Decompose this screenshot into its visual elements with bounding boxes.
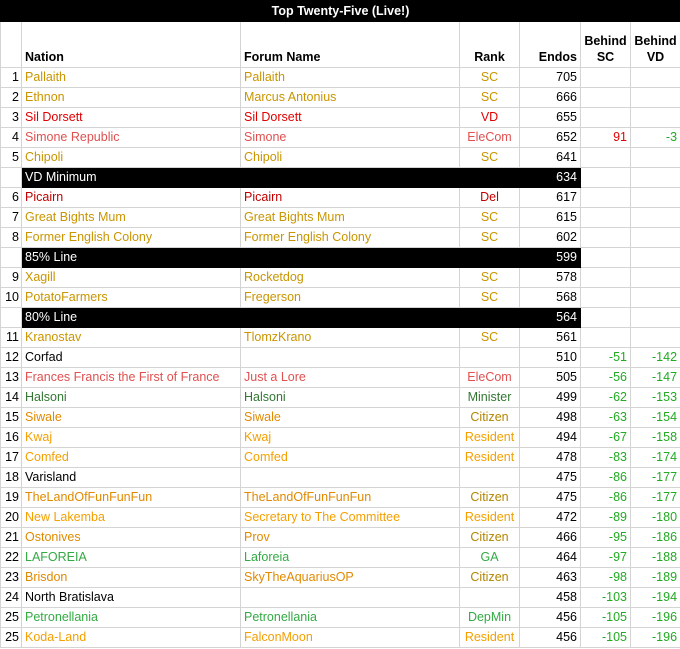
threshold-blank bbox=[581, 248, 631, 268]
nation-cell: Brisdon bbox=[22, 568, 241, 588]
forum-name-cell: Kwaj bbox=[241, 428, 460, 448]
forum-name-cell: Sil Dorsett bbox=[241, 108, 460, 128]
threshold-blank bbox=[581, 168, 631, 188]
forum-name-cell: FalconMoon bbox=[241, 628, 460, 648]
nation-cell: Kranostav bbox=[22, 328, 241, 348]
header-endos: Endos bbox=[520, 22, 581, 68]
nation-cell: Comfed bbox=[22, 448, 241, 468]
forum-name-cell: Halsoni bbox=[241, 388, 460, 408]
header-line: SC bbox=[596, 50, 615, 64]
forum-name-cell: Siwale bbox=[241, 408, 460, 428]
rank-cell: Minister bbox=[460, 388, 520, 408]
threshold-blank bbox=[581, 308, 631, 328]
header-line: Behind bbox=[634, 34, 677, 48]
behind-vd-cell: -196 bbox=[631, 608, 680, 628]
behind-vd-cell bbox=[631, 108, 680, 128]
behind-vd-cell bbox=[631, 208, 680, 228]
behind-vd-cell bbox=[631, 268, 680, 288]
table-row bbox=[1, 348, 680, 368]
forum-name-cell: Comfed bbox=[241, 448, 460, 468]
endos-cell: 641 bbox=[520, 148, 581, 168]
forum-name-cell: TheLandOfFunFunFun bbox=[241, 488, 460, 508]
forum-name-cell: Chipoli bbox=[241, 148, 460, 168]
behind-vd-cell bbox=[631, 148, 680, 168]
nation-cell: Koda-Land bbox=[22, 628, 241, 648]
endos-cell: 602 bbox=[520, 228, 581, 248]
rank-cell: Citizen bbox=[460, 488, 520, 508]
behind-vd-cell: -188 bbox=[631, 548, 680, 568]
header-nation: Nation bbox=[22, 22, 241, 68]
nation-cell: Picairn bbox=[22, 188, 241, 208]
nation-cell: Simone Republic bbox=[22, 128, 241, 148]
endos-cell: 466 bbox=[520, 528, 581, 548]
header-behind-vd bbox=[631, 22, 680, 68]
behind-sc-cell bbox=[581, 108, 631, 128]
forum-name-cell bbox=[241, 348, 460, 368]
forum-name-cell: Simone bbox=[241, 128, 460, 148]
rank-cell: SC bbox=[460, 228, 520, 248]
forum-name-cell: Former English Colony bbox=[241, 228, 460, 248]
behind-sc-cell: -63 bbox=[581, 408, 631, 428]
table-row bbox=[1, 108, 680, 128]
behind-sc-cell bbox=[581, 88, 631, 108]
header-forum-name: Forum Name bbox=[241, 22, 460, 68]
header-line: Behind bbox=[584, 34, 627, 48]
forum-name-cell: SkyTheAquariusOP bbox=[241, 568, 460, 588]
behind-vd-cell bbox=[631, 228, 680, 248]
rank-cell bbox=[460, 468, 520, 488]
forum-name-cell: Prov bbox=[241, 528, 460, 548]
header-row bbox=[1, 22, 680, 68]
endos-cell: 463 bbox=[520, 568, 581, 588]
row-index: 20 bbox=[1, 508, 22, 528]
endos-cell: 615 bbox=[520, 208, 581, 228]
row-index: 16 bbox=[1, 428, 22, 448]
behind-sc-cell: -83 bbox=[581, 448, 631, 468]
rank-cell: Citizen bbox=[460, 568, 520, 588]
nation-cell: Great Bights Mum bbox=[22, 208, 241, 228]
rank-cell: SC bbox=[460, 268, 520, 288]
rank-cell: SC bbox=[460, 68, 520, 88]
nation-cell: Siwale bbox=[22, 408, 241, 428]
forum-name-cell: Petronellania bbox=[241, 608, 460, 628]
row-index: 21 bbox=[1, 528, 22, 548]
behind-vd-cell: -153 bbox=[631, 388, 680, 408]
behind-sc-cell: 91 bbox=[581, 128, 631, 148]
nation-cell: Corfad bbox=[22, 348, 241, 368]
table-row bbox=[1, 448, 680, 468]
row-index: 15 bbox=[1, 408, 22, 428]
table-row bbox=[1, 268, 680, 288]
rank-cell bbox=[460, 588, 520, 608]
table-row bbox=[1, 408, 680, 428]
behind-vd-cell: -196 bbox=[631, 628, 680, 648]
behind-sc-cell: -86 bbox=[581, 488, 631, 508]
behind-sc-cell bbox=[581, 188, 631, 208]
nation-cell: Pallaith bbox=[22, 68, 241, 88]
row-index: 25 bbox=[1, 628, 22, 648]
row-index: 9 bbox=[1, 268, 22, 288]
row-index: 11 bbox=[1, 328, 22, 348]
table-row bbox=[1, 528, 680, 548]
behind-vd-cell bbox=[631, 68, 680, 88]
behind-vd-cell bbox=[631, 288, 680, 308]
endos-cell: 458 bbox=[520, 588, 581, 608]
header-index bbox=[1, 22, 22, 68]
row-index: 23 bbox=[1, 568, 22, 588]
endos-cell: 568 bbox=[520, 288, 581, 308]
threshold-blank bbox=[631, 248, 680, 268]
title-row bbox=[1, 1, 680, 22]
table-row bbox=[1, 588, 680, 608]
forum-name-cell: Secretary to The Committee bbox=[241, 508, 460, 528]
row-index: 24 bbox=[1, 588, 22, 608]
nation-cell: Frances Francis the First of France bbox=[22, 368, 241, 388]
rank-cell: Resident bbox=[460, 628, 520, 648]
threshold-index bbox=[1, 168, 22, 188]
forum-name-cell: Laforeia bbox=[241, 548, 460, 568]
rank-cell: EleCom bbox=[460, 368, 520, 388]
endos-cell: 510 bbox=[520, 348, 581, 368]
threshold-row bbox=[1, 168, 680, 188]
nation-cell: Varisland bbox=[22, 468, 241, 488]
nation-cell: Kwaj bbox=[22, 428, 241, 448]
rank-cell: SC bbox=[460, 88, 520, 108]
row-index: 18 bbox=[1, 468, 22, 488]
behind-vd-cell: -142 bbox=[631, 348, 680, 368]
rank-cell: Resident bbox=[460, 428, 520, 448]
endos-cell: 498 bbox=[520, 408, 581, 428]
behind-sc-cell: -98 bbox=[581, 568, 631, 588]
behind-sc-cell: -62 bbox=[581, 388, 631, 408]
endos-cell: 472 bbox=[520, 508, 581, 528]
threshold-index bbox=[1, 308, 22, 328]
behind-sc-cell: -97 bbox=[581, 548, 631, 568]
rank-cell bbox=[460, 348, 520, 368]
behind-sc-cell bbox=[581, 148, 631, 168]
endos-cell: 505 bbox=[520, 368, 581, 388]
forum-name-cell: Fregerson bbox=[241, 288, 460, 308]
nation-cell: Ethnon bbox=[22, 88, 241, 108]
behind-sc-cell bbox=[581, 208, 631, 228]
endos-cell: 666 bbox=[520, 88, 581, 108]
threshold-endos: 599 bbox=[520, 248, 581, 268]
row-index: 12 bbox=[1, 348, 22, 368]
nation-cell: Former English Colony bbox=[22, 228, 241, 248]
nation-cell: North Bratislava bbox=[22, 588, 241, 608]
behind-sc-cell: -105 bbox=[581, 608, 631, 628]
table-row bbox=[1, 68, 680, 88]
nation-cell: TheLandOfFunFunFun bbox=[22, 488, 241, 508]
behind-sc-cell bbox=[581, 288, 631, 308]
endos-cell: 652 bbox=[520, 128, 581, 148]
forum-name-cell: Great Bights Mum bbox=[241, 208, 460, 228]
header-rank: Rank bbox=[460, 22, 520, 68]
table-row bbox=[1, 288, 680, 308]
nation-cell: New Lakemba bbox=[22, 508, 241, 528]
rank-cell: GA bbox=[460, 548, 520, 568]
table-row bbox=[1, 128, 680, 148]
behind-vd-cell: -154 bbox=[631, 408, 680, 428]
table-row bbox=[1, 148, 680, 168]
threshold-label: 80% Line bbox=[22, 308, 520, 328]
table-row bbox=[1, 388, 680, 408]
behind-sc-cell: -105 bbox=[581, 628, 631, 648]
table-row bbox=[1, 88, 680, 108]
table-row bbox=[1, 568, 680, 588]
behind-vd-cell: -177 bbox=[631, 468, 680, 488]
header-behind-sc bbox=[581, 22, 631, 68]
threshold-label: VD Minimum bbox=[22, 168, 520, 188]
behind-vd-cell: -180 bbox=[631, 508, 680, 528]
forum-name-cell: Rocketdog bbox=[241, 268, 460, 288]
behind-sc-cell: -56 bbox=[581, 368, 631, 388]
threshold-row bbox=[1, 248, 680, 268]
rank-cell: SC bbox=[460, 148, 520, 168]
row-index: 3 bbox=[1, 108, 22, 128]
endos-cell: 494 bbox=[520, 428, 581, 448]
table-row bbox=[1, 228, 680, 248]
table-row bbox=[1, 208, 680, 228]
endos-cell: 578 bbox=[520, 268, 581, 288]
nation-cell: Ostonives bbox=[22, 528, 241, 548]
forum-name-cell: Marcus Antonius bbox=[241, 88, 460, 108]
rank-cell: Citizen bbox=[460, 528, 520, 548]
behind-sc-cell: -51 bbox=[581, 348, 631, 368]
behind-vd-cell: -174 bbox=[631, 448, 680, 468]
endos-cell: 475 bbox=[520, 488, 581, 508]
row-index: 25 bbox=[1, 608, 22, 628]
behind-sc-cell: -89 bbox=[581, 508, 631, 528]
endos-cell: 464 bbox=[520, 548, 581, 568]
behind-vd-cell: -194 bbox=[631, 588, 680, 608]
behind-sc-cell bbox=[581, 268, 631, 288]
row-index: 13 bbox=[1, 368, 22, 388]
endos-cell: 456 bbox=[520, 628, 581, 648]
forum-name-cell bbox=[241, 588, 460, 608]
row-index: 4 bbox=[1, 128, 22, 148]
endos-cell: 705 bbox=[520, 68, 581, 88]
behind-vd-cell: -147 bbox=[631, 368, 680, 388]
threshold-endos: 634 bbox=[520, 168, 581, 188]
table-row bbox=[1, 508, 680, 528]
behind-sc-cell: -95 bbox=[581, 528, 631, 548]
row-index: 5 bbox=[1, 148, 22, 168]
rank-cell: SC bbox=[460, 208, 520, 228]
table-row bbox=[1, 428, 680, 448]
behind-sc-cell: -103 bbox=[581, 588, 631, 608]
rank-cell: Resident bbox=[460, 508, 520, 528]
row-index: 19 bbox=[1, 488, 22, 508]
endos-cell: 478 bbox=[520, 448, 581, 468]
behind-sc-cell bbox=[581, 68, 631, 88]
threshold-blank bbox=[631, 168, 680, 188]
nation-cell: PotatoFarmers bbox=[22, 288, 241, 308]
nation-cell: Sil Dorsett bbox=[22, 108, 241, 128]
threshold-endos: 564 bbox=[520, 308, 581, 328]
behind-vd-cell: -158 bbox=[631, 428, 680, 448]
table-row bbox=[1, 488, 680, 508]
table-row bbox=[1, 328, 680, 348]
behind-vd-cell: -3 bbox=[631, 128, 680, 148]
behind-vd-cell: -189 bbox=[631, 568, 680, 588]
behind-vd-cell bbox=[631, 328, 680, 348]
rank-cell: VD bbox=[460, 108, 520, 128]
row-index: 14 bbox=[1, 388, 22, 408]
nation-cell: Xagill bbox=[22, 268, 241, 288]
endos-cell: 475 bbox=[520, 468, 581, 488]
row-index: 22 bbox=[1, 548, 22, 568]
table-row bbox=[1, 548, 680, 568]
behind-vd-cell bbox=[631, 188, 680, 208]
table-row bbox=[1, 368, 680, 388]
row-index: 2 bbox=[1, 88, 22, 108]
rank-cell: Citizen bbox=[460, 408, 520, 428]
nation-cell: LAFOREIA bbox=[22, 548, 241, 568]
endos-cell: 456 bbox=[520, 608, 581, 628]
rank-cell: Del bbox=[460, 188, 520, 208]
row-index: 6 bbox=[1, 188, 22, 208]
table-row bbox=[1, 188, 680, 208]
row-index: 10 bbox=[1, 288, 22, 308]
threshold-row bbox=[1, 308, 680, 328]
behind-vd-cell: -186 bbox=[631, 528, 680, 548]
behind-sc-cell bbox=[581, 328, 631, 348]
table-row bbox=[1, 468, 680, 488]
table-title: Top Twenty-Five (Live!) bbox=[1, 1, 680, 22]
rank-cell: SC bbox=[460, 288, 520, 308]
behind-sc-cell bbox=[581, 228, 631, 248]
endos-cell: 655 bbox=[520, 108, 581, 128]
rank-cell: DepMin bbox=[460, 608, 520, 628]
header-line: VD bbox=[646, 50, 665, 64]
row-index: 17 bbox=[1, 448, 22, 468]
endos-cell: 499 bbox=[520, 388, 581, 408]
table-row bbox=[1, 628, 680, 648]
behind-sc-cell: -67 bbox=[581, 428, 631, 448]
row-index: 8 bbox=[1, 228, 22, 248]
forum-name-cell: TlomzKrano bbox=[241, 328, 460, 348]
rank-cell: SC bbox=[460, 328, 520, 348]
table-row bbox=[1, 608, 680, 628]
row-index: 1 bbox=[1, 68, 22, 88]
forum-name-cell: Picairn bbox=[241, 188, 460, 208]
behind-vd-cell: -177 bbox=[631, 488, 680, 508]
nation-cell: Halsoni bbox=[22, 388, 241, 408]
forum-name-cell: Pallaith bbox=[241, 68, 460, 88]
rank-cell: EleCom bbox=[460, 128, 520, 148]
rank-cell: Resident bbox=[460, 448, 520, 468]
forum-name-cell bbox=[241, 468, 460, 488]
threshold-index bbox=[1, 248, 22, 268]
nation-cell: Petronellania bbox=[22, 608, 241, 628]
row-index: 7 bbox=[1, 208, 22, 228]
threshold-blank bbox=[631, 308, 680, 328]
endos-cell: 561 bbox=[520, 328, 581, 348]
behind-sc-cell: -86 bbox=[581, 468, 631, 488]
endos-cell: 617 bbox=[520, 188, 581, 208]
threshold-label: 85% Line bbox=[22, 248, 520, 268]
nation-cell: Chipoli bbox=[22, 148, 241, 168]
forum-name-cell: Just a Lore bbox=[241, 368, 460, 388]
behind-vd-cell bbox=[631, 88, 680, 108]
